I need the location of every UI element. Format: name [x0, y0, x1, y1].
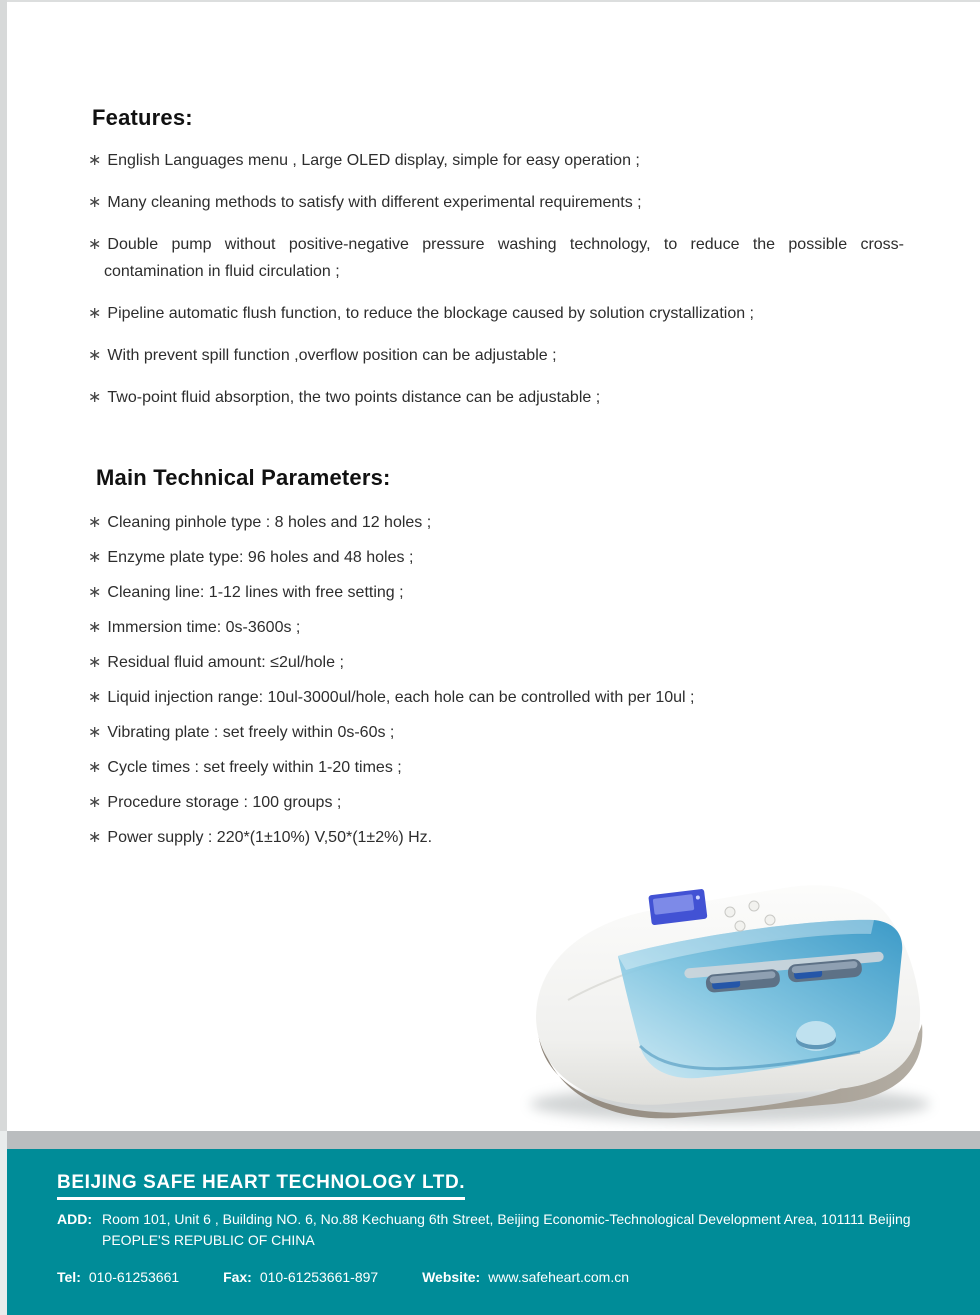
parameter-item: [88, 615, 904, 641]
contact-row: [57, 1267, 960, 1287]
feature-item: [88, 189, 904, 216]
feature-item: [88, 384, 904, 411]
bullet-asterisk: ∗: [88, 549, 102, 566]
website-label: Website:: [422, 1269, 481, 1285]
fax-value: 010-61253661-897: [259, 1269, 379, 1285]
parameter-item: [88, 825, 904, 851]
footer-divider-strip: [0, 1131, 980, 1149]
bullet-asterisk: ∗: [88, 829, 102, 846]
parameter-item: [88, 720, 904, 746]
parameter-text: Enzyme plate type: 96 holes and 48 holes ;: [107, 549, 414, 566]
bullet-asterisk: ∗: [88, 794, 102, 811]
bullet-asterisk: ∗: [88, 347, 102, 364]
feature-text: Two-point fluid absorption, the two points distance can be adjustable ;: [107, 389, 601, 406]
address-block: [57, 1209, 960, 1251]
company-name: BEIJING SAFE HEART TECHNOLOGY LTD.: [57, 1171, 465, 1200]
features-list: [88, 147, 904, 411]
parameter-text: Residual fluid amount: ≤2ul/hole ;: [107, 654, 344, 671]
parameter-item: [88, 545, 904, 571]
parameters-list: [88, 510, 904, 851]
tel-value: 010-61253661: [88, 1269, 180, 1285]
tel-label: Tel:: [57, 1269, 81, 1285]
parameter-text: Cycle times : set freely within 1-20 times ;: [107, 759, 402, 776]
bullet-asterisk: ∗: [88, 514, 102, 531]
parameters-heading: Main Technical Parameters:: [96, 465, 391, 490]
feature-text: English Languages menu , Large OLED display, simple for easy operation ;: [107, 152, 640, 169]
bullet-asterisk: ∗: [88, 236, 102, 253]
parameter-item: [88, 790, 904, 816]
bullet-asterisk: ∗: [88, 584, 102, 601]
feature-text: With prevent spill function ,overflow position can be adjustable ;: [107, 347, 557, 364]
parameter-text: Vibrating plate : set freely within 0s-60s ;: [107, 724, 395, 741]
feature-text: Double pump without positive-negative pressure washing technology, to reduce the possible cross-contamination in fluid circulation ;: [104, 236, 904, 280]
parameter-item: [88, 755, 904, 781]
bullet-asterisk: ∗: [88, 689, 102, 706]
bullet-asterisk: ∗: [88, 152, 102, 169]
features-heading: Features:: [92, 105, 193, 130]
address-label: ADD:: [57, 1211, 92, 1227]
feature-item: [88, 300, 904, 327]
bullet-asterisk: ∗: [88, 305, 102, 322]
bullet-asterisk: ∗: [88, 194, 102, 211]
footer-band: [0, 1149, 980, 1315]
feature-item: [88, 342, 904, 369]
address-line-2: PEOPLE'S REPUBLIC OF CHINA: [102, 1232, 315, 1248]
address-lines: [102, 1209, 911, 1251]
bullet-asterisk: ∗: [88, 759, 102, 776]
address-line-1: Room 101, Unit 6 , Building NO. 6, No.88 Kechuang 6th Street, Beijing Economic-Technological Development Area, 101111 Beijing: [102, 1211, 911, 1227]
parameter-text: Cleaning pinhole type : 8 holes and 12 holes ;: [107, 514, 432, 531]
bullet-asterisk: ∗: [88, 654, 102, 671]
page-left-edge-footer: [0, 1131, 7, 1315]
parameter-item: [88, 510, 904, 536]
fax-label: Fax:: [223, 1269, 252, 1285]
feature-text: Many cleaning methods to satisfy with different experimental requirements ;: [107, 194, 642, 211]
feature-item: [88, 231, 904, 285]
bullet-asterisk: ∗: [88, 619, 102, 636]
parameter-text: Liquid injection range: 10ul-3000ul/hole, each hole can be controlled with per 10ul ;: [107, 689, 695, 706]
bullet-asterisk: ∗: [88, 724, 102, 741]
parameter-text: Cleaning line: 1-12 lines with free setting ;: [107, 584, 404, 601]
microplate-washer-illustration: [516, 860, 944, 1132]
parameter-item: [88, 580, 904, 606]
feature-item: [88, 147, 904, 174]
parameter-text: Procedure storage : 100 groups ;: [107, 794, 342, 811]
product-photo-microplate-washer: [516, 860, 944, 1132]
parameter-item: [88, 650, 904, 676]
parameter-item: [88, 685, 904, 711]
website-value: www.safeheart.com.cn: [488, 1269, 630, 1285]
front-latch: [796, 1021, 836, 1051]
feature-text: Pipeline automatic flush function, to reduce the blockage caused by solution crystallization ;: [107, 305, 754, 322]
bullet-asterisk: ∗: [88, 389, 102, 406]
parameter-text: Immersion time: 0s-3600s ;: [107, 619, 301, 636]
parameter-text: Power supply : 220*(1±10%) V,50*(1±2%) Hz.: [107, 829, 433, 846]
